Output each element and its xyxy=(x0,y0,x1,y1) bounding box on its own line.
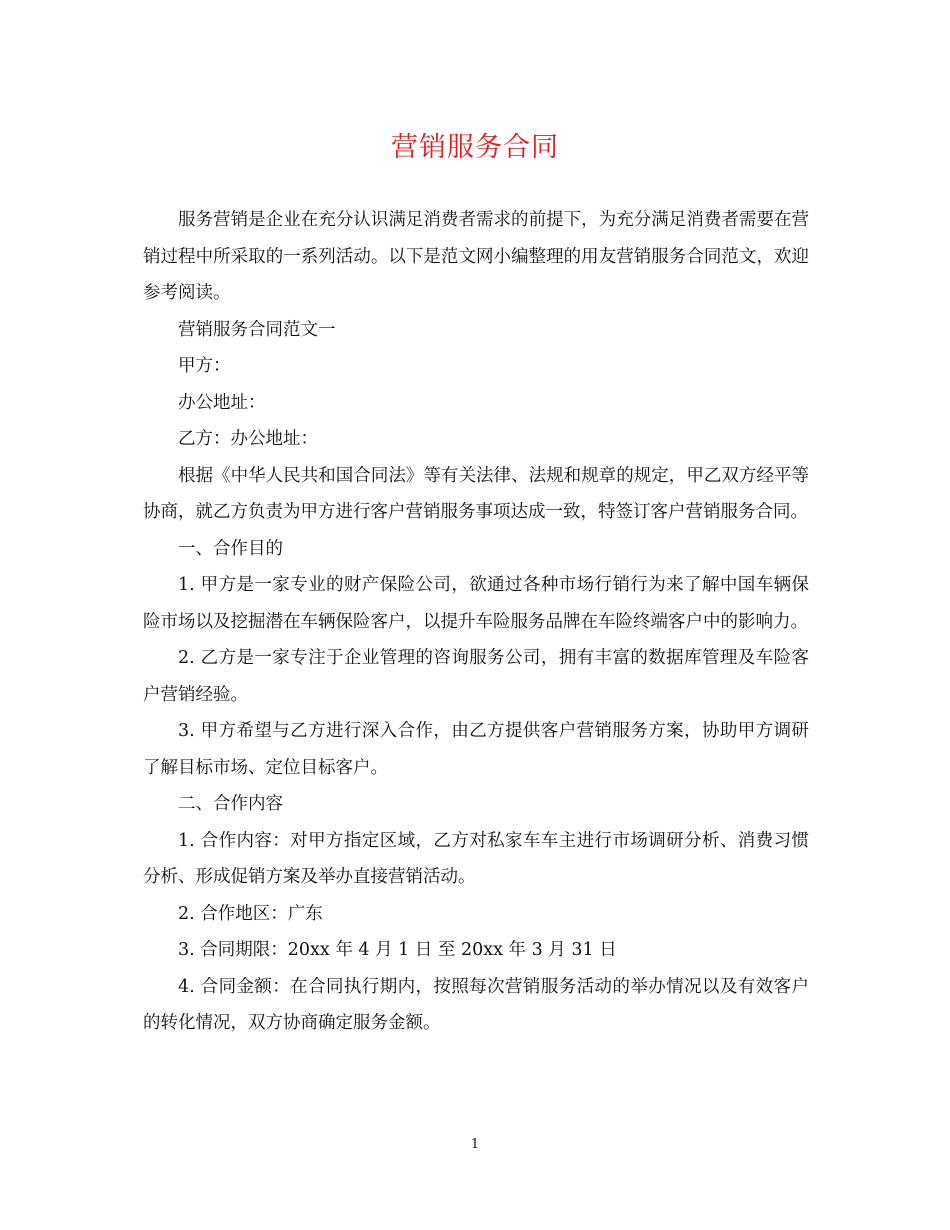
paragraph-content-4: 4. 合同金额：在合同执行期内，按照每次营销服务活动的举办情况以及有效客户的转化情况，双方协商确定服务金额。 xyxy=(143,976,809,1033)
section-heading-content: 二、合作内容 xyxy=(178,794,283,814)
paragraph-purpose-2: 2. 乙方是一家专注于企业管理的咨询服务公司，拥有丰富的数据库管理及车险客户营销经验。 xyxy=(143,648,809,705)
paragraph-content-2: 2. 合作地区：广东 xyxy=(178,903,323,924)
paragraph-sample-heading: 营销服务合同范文一 xyxy=(178,319,336,340)
paragraph-content-3: 3. 合同期限：20xx 年 4 月 1 日 至 20xx 年 3 月 31 日 xyxy=(178,940,617,960)
paragraph-content-1: 1. 合作内容：对甲方指定区域，乙方对私家车车主进行市场调研分析、消费习惯分析、形成促销方案及举办直接营销活动。 xyxy=(143,830,809,887)
paragraph-party-b: 乙方：办公地址： xyxy=(178,429,318,449)
document-body xyxy=(143,202,809,1042)
section-heading-purpose: 一、合作目的 xyxy=(178,538,283,559)
paragraph-intro: 服务营销是企业在充分认识满足消费者需求的前提下，为充分满足消费者需要在营销过程中所采取的一系列活动。以下是范文网小编整理的用友营销服务合同范文，欢迎参考阅读。 xyxy=(143,210,809,303)
paragraph-office-address: 办公地址： xyxy=(178,392,266,413)
paragraph-purpose-1: 1. 甲方是一家专业的财产保险公司，欲通过各种市场行销行为来了解中国车辆保险市场以及挖掘潜在车辆保险客户，以提升车险服务品牌在车险终端客户中的影响力。 xyxy=(143,575,809,632)
document-title: 营销服务合同 xyxy=(391,132,559,163)
page-number: 1 xyxy=(470,1137,480,1152)
paragraph-legal-basis: 根据《中华人民共和国合同法》等有关法律、法规和规章的规定，甲乙双方经平等协商，就乙方负责为甲方进行客户营销服务事项达成一致，特签订客户营销服务合同。 xyxy=(143,465,809,522)
paragraph-purpose-3: 3. 甲方希望与乙方进行深入合作，由乙方提供客户营销服务方案，协助甲方调研了解目标市场、定位目标客户。 xyxy=(143,721,809,778)
paragraph-party-a: 甲方： xyxy=(178,356,231,376)
